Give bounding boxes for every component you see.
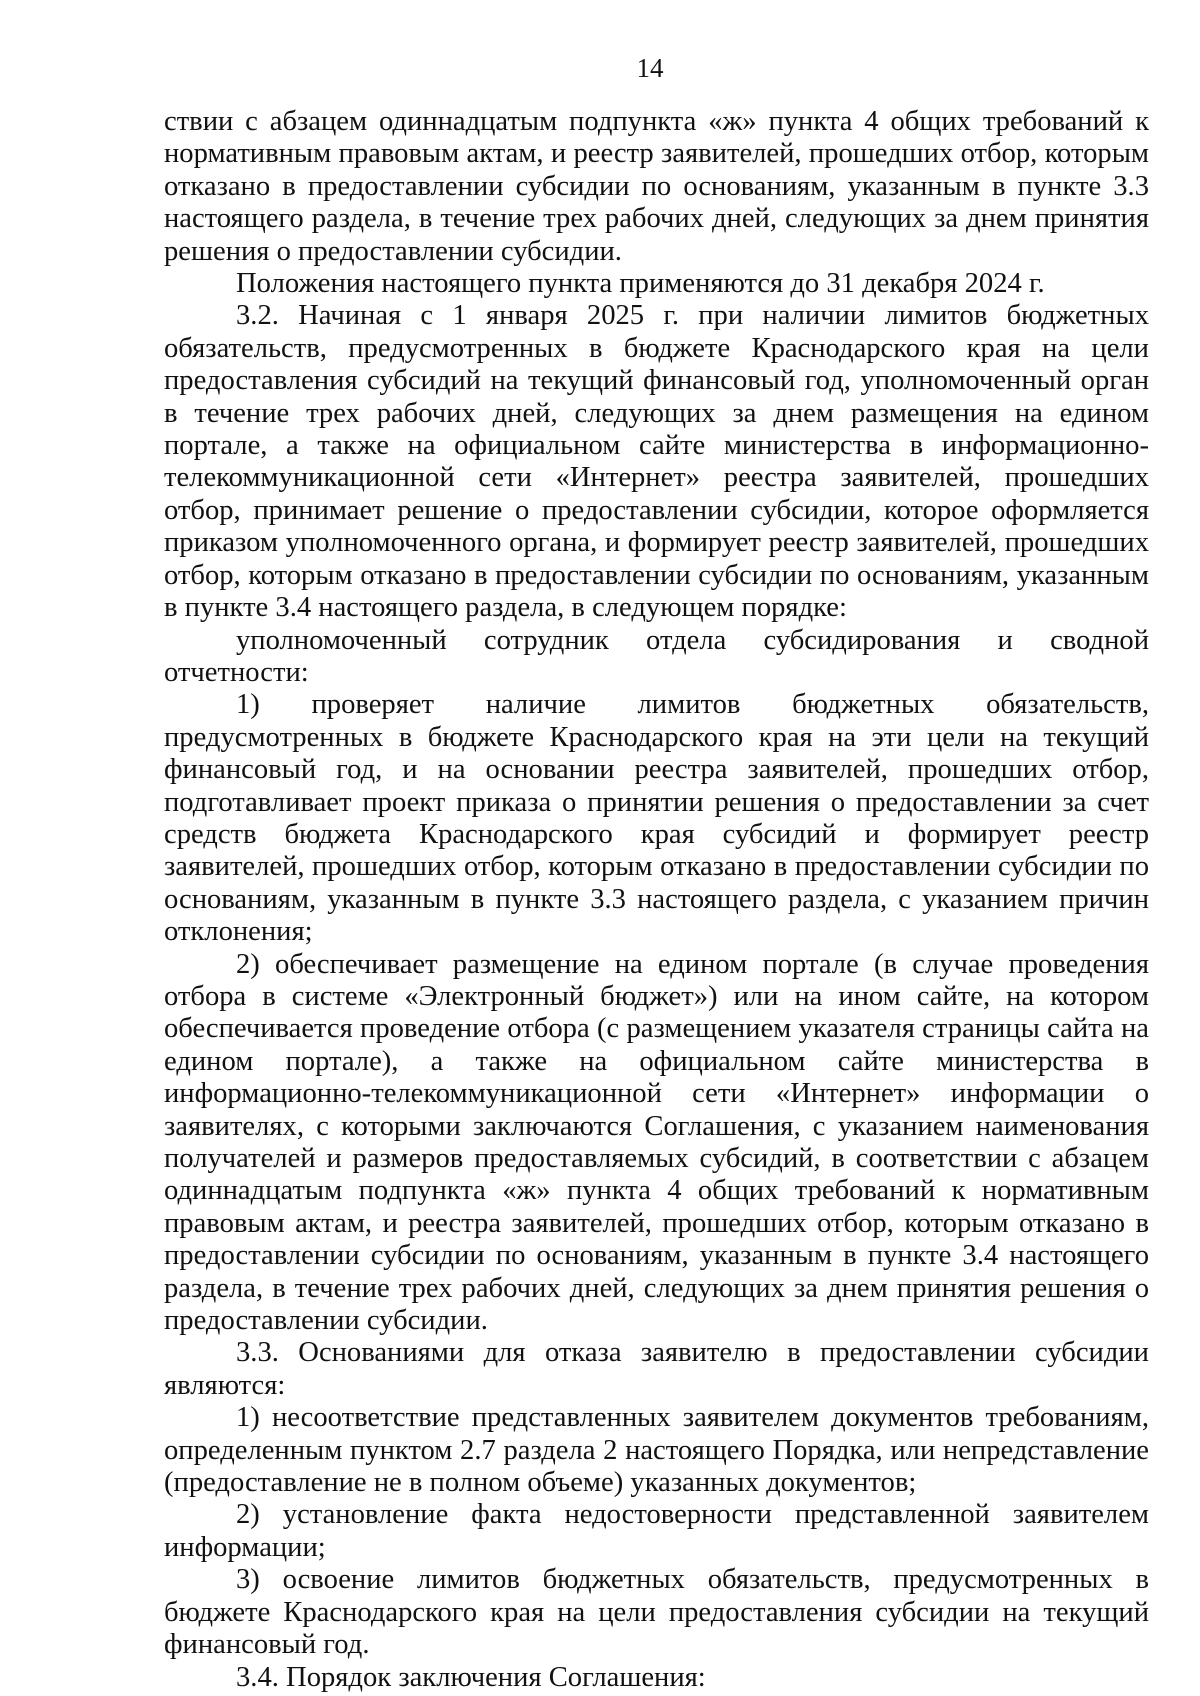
list-item-1-nonconformity: 1) несоответствие представленных заявителем документов требованиям, определенным пунктом 2.7 раздела 2 настоящего Порядка, или непредставление (предоставление не в полном объеме) указанных документов;	[164, 1402, 1149, 1499]
document-body	[164, 106, 1149, 1694]
page-number: 14	[636, 53, 664, 83]
paragraph-3-3: 3.3. Основаниями для отказа заявителю в предоставлении субсидии являются:	[164, 1337, 1149, 1401]
list-item-2-unreliable-info: 2) установление факта недостоверности представленной заявителем информации;	[164, 1499, 1149, 1563]
paragraph-applicability: Положения настоящего пункта применяются до 31 декабря 2024 г.	[236, 268, 1045, 300]
paragraph-3-2: 3.2. Начиная с 1 января 2025 г. при наличии лимитов бюджетных обязательств, предусмотренных в бюджете Краснодарского края на цели предоставления субсидий на текущий финансовый год, уполномоченный орган в течение трех рабочих дней, следующих за днем размещения на едином портале, а также на официальном сайте министерства в информационно-телекоммуникационной сети «Интернет» реестра заявителей, прошедших отбор, принимает решение о предоставлении субсидии, которое оформляется приказом уполномоченного органа, и формирует реестр заявителей, прошедших отбор, которым отказано в предоставлении субсидии по основаниям, указанным в пункте 3.4 настоящего раздела, в следующем порядке:	[164, 300, 1149, 624]
paragraph-authorized-employee: уполномоченный сотрудник отдела субсидирования и сводной отчетности:	[164, 624, 1149, 688]
list-item-3-limits-exhausted: 3) освоение лимитов бюджетных обязательств, предусмотренных в бюджете Краснодарского края на цели предоставления субсидии на текущий финансовый год.	[164, 1564, 1149, 1661]
list-item-2-publication: 2) обеспечивает размещение на едином портале (в случае проведения отбора в системе «Электронный бюджет») или на ином сайте, на котором обеспечивается проведение отбора (с размещением указателя страницы сайта на едином портале), а также на официальном сайте министерства в информационно-телекоммуникационной сети «Интернет» информации о заявителях, с которыми заключаются Соглашения, с указанием наименования получателей и размеров предоставляемых субсидий, в соответствии с абзацем одиннадцатым подпункта «ж» пункта 4 общих требований к нормативным правовым актам, и реестра заявителей, прошедших отбор, которым отказано в предоставлении субсидии по основаниям, указанным в пункте 3.4 настоящего раздела, в течение трех рабочих дней, следующих за днем принятия решения о предоставлении субсидии.	[164, 948, 1149, 1337]
list-item-1-check-limits: 1) проверяет наличие лимитов бюджетных обязательств, предусмотренных в бюджете Краснодарского края на эти цели на текущий финансовый год, и на основании реестра заявителей, прошедших отбор, подготавливает проект приказа о принятии решения о предоставлении за счет средств бюджета Краснодарского края субсидий и формирует реестр заявителей, прошедших отбор, которым отказано в предоставлении субсидии по основаниям, указанным в пункте 3.3 настоящего раздела, с указанием причин отклонения;	[164, 689, 1149, 948]
paragraph-3-4: 3.4. Порядок заключения Соглашения:	[236, 1661, 706, 1693]
paragraph-continuation: ствии с абзацем одиннадцатым подпункта «ж» пункта 4 общих требований к нормативным правовым актам, и реестр заявителей, прошедших отбор, которым отказано в предоставлении субсидии по основаниям, указанным в пункте 3.3 настоящего раздела, в течение трех рабочих дней, следующих за днем принятия решения о предоставлении субсидии.	[164, 106, 1149, 267]
